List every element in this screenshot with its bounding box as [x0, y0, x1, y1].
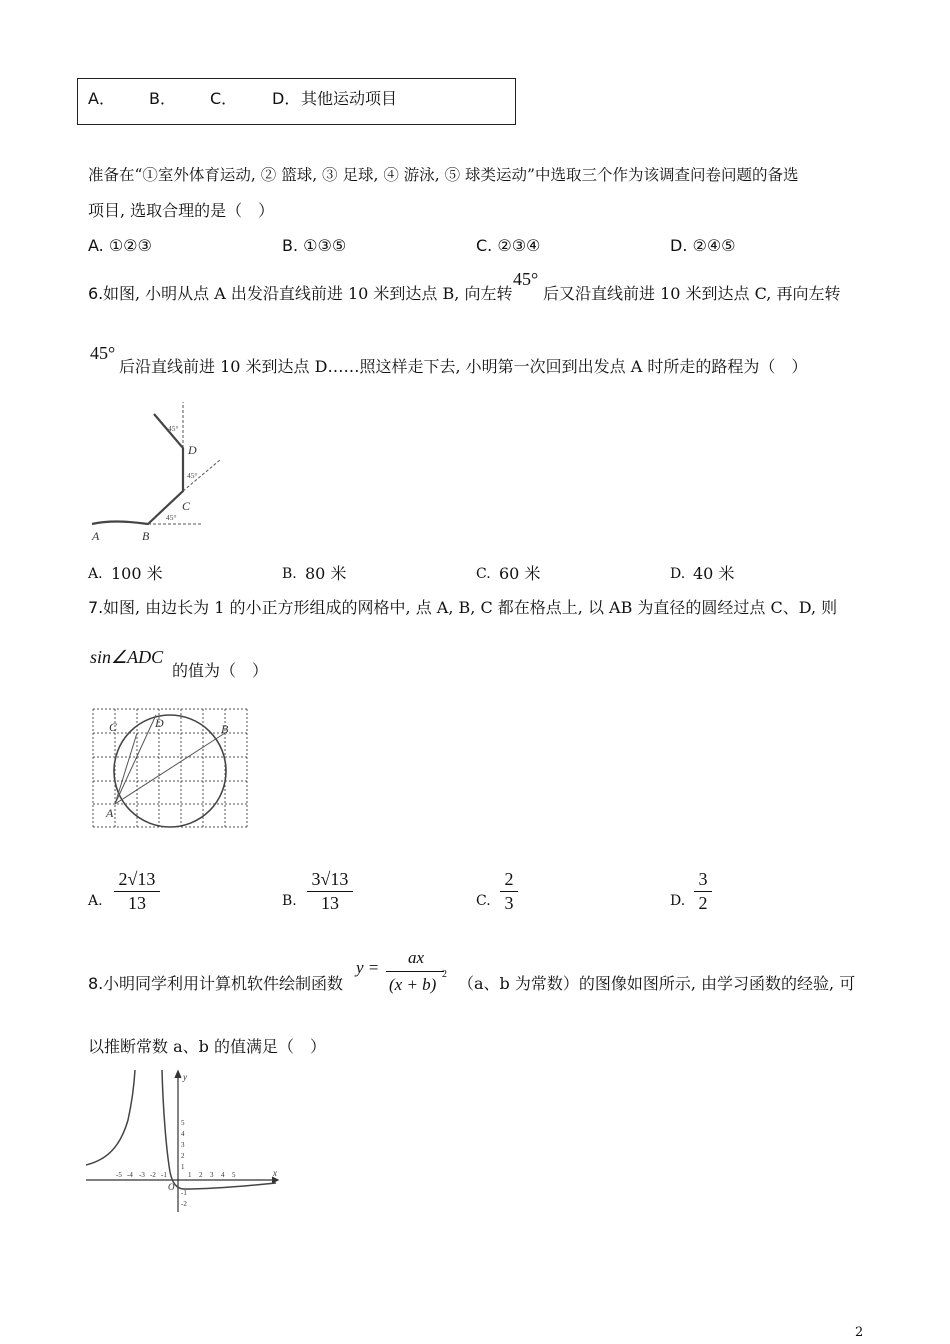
q8-formula-denominator: (x + b) — [389, 975, 437, 994]
q8-formula-lhs: y = — [356, 958, 380, 977]
q7-option-c-fraction — [500, 869, 518, 914]
x-tick-label: -1 — [161, 1171, 167, 1179]
q7-line1: 如图, 由边长为 1 的小正方形组成的网格中, 点 A, B, C 都在格点上, 以 AB 为直径的圆经过点 C、D, 则 — [103, 598, 838, 617]
q5-option-d: D. ②④⑤ — [670, 236, 736, 255]
q6-option-d-label: D. — [670, 566, 686, 582]
q7-number: 7. — [88, 598, 104, 617]
q6-option-b-label: B. — [282, 566, 297, 582]
circle-ab-diameter — [114, 715, 226, 827]
y-tick-label: 4 — [181, 1130, 185, 1138]
x-tick-label: -3 — [139, 1171, 145, 1179]
x-tick-label: 2 — [199, 1171, 203, 1179]
q8-formula-bar — [386, 971, 444, 972]
y-tick-label: 1 — [181, 1163, 185, 1171]
x-tick-labels — [116, 1171, 236, 1179]
q6-option-b-text: 80 米 — [305, 564, 347, 583]
q8-text-part2: （a、b 为常数）的图像如图所示, 由学习函数的经验, 可 — [458, 974, 856, 993]
q6-option-c-label: C. — [476, 566, 491, 582]
q6-option-d-text: 40 米 — [693, 564, 735, 583]
page-number: 2 — [855, 1325, 864, 1340]
q7-option-b-den: 13 — [321, 893, 339, 913]
y-tick-label: 5 — [181, 1119, 185, 1127]
x-tick-label: 4 — [221, 1171, 225, 1179]
q7-grid-figure — [88, 703, 253, 833]
q7-option-d-den: 2 — [698, 893, 708, 913]
q8-formula-exponent: 2 — [442, 969, 447, 980]
q7-option-b-label: B. — [282, 893, 297, 909]
y-tick-label: -1 — [181, 1189, 187, 1197]
origin-label: O — [168, 1182, 175, 1192]
q6-text-part1: 如图, 小明从点 A 出发沿直线前进 10 米到达点 B, 向左转 — [103, 284, 513, 303]
q8-number: 8. — [88, 974, 104, 993]
q7-option-c-den: 3 — [504, 893, 514, 913]
box-option-c: C． — [210, 89, 238, 108]
q8-text-part1: 小明同学利用计算机软件绘制函数 — [103, 974, 344, 993]
q8-formula-numerator: ax — [408, 948, 425, 967]
q7-option-a-num: 2√13 — [114, 869, 160, 892]
y-tick-labels — [181, 1119, 187, 1208]
q7-option-a-den: 13 — [128, 893, 146, 913]
q7-option-a-label: A. — [88, 893, 103, 909]
box-option-a: A． — [88, 89, 115, 108]
q5-option-a: A. ①②③ — [88, 236, 152, 255]
fig7-label-d: D — [155, 716, 164, 730]
q7-sin-adc: sin∠ADC — [90, 647, 164, 667]
x-tick-label: 5 — [232, 1171, 236, 1179]
y-tick-label: 3 — [181, 1141, 185, 1149]
fig6-label-d: D — [188, 443, 197, 457]
x-tick-label: -2 — [150, 1171, 156, 1179]
q7-option-d-label: D. — [670, 893, 686, 909]
q6-option-a-label: A. — [88, 566, 103, 582]
q6-option-c-text: 60 米 — [499, 564, 541, 583]
q8-line2: 以推断常数 a、b 的值满足（ ） — [88, 1037, 326, 1056]
q7-option-c-label: C. — [476, 893, 491, 909]
y-tick-label: 2 — [181, 1152, 185, 1160]
x-tick-label: 1 — [188, 1171, 192, 1179]
fig6-label-a: A — [92, 529, 100, 543]
q7-line2: 的值为（ ） — [172, 661, 269, 680]
fig7-label-a: A — [106, 806, 114, 820]
q6-option-a-text: 100 米 — [111, 564, 163, 583]
fig6-label-b: B — [142, 529, 150, 543]
q7-option-b-num: 3√13 — [307, 869, 353, 892]
q6-path-figure — [86, 398, 231, 548]
q5-option-c: C. ②③④ — [476, 236, 541, 255]
y-tick-label: -2 — [181, 1200, 187, 1208]
q5-option-b: B. ①③⑤ — [282, 236, 347, 255]
q7-option-d-num: 3 — [694, 869, 712, 892]
x-axis-label: x — [273, 1168, 277, 1178]
q6-angle-45-second: 45° — [90, 343, 116, 363]
q7-option-a-fraction — [114, 869, 160, 914]
q7-option-d-fraction — [694, 869, 712, 914]
x-tick-label: 3 — [210, 1171, 214, 1179]
fig6-label-c: C — [182, 499, 191, 513]
fig7-label-b: B — [221, 722, 229, 736]
box-option-d-text: 其他运动项目 — [301, 89, 398, 108]
q7-option-b-fraction — [307, 869, 353, 914]
q5-line1: 准备在“①室外体育运动, ② 篮球, ③ 足球, ④ 游泳, ⑤ 球类运动”中选取三个作为该调查问卷问题的备选 — [88, 166, 799, 184]
x-tick-label: -5 — [116, 1171, 122, 1179]
q5-line2: 项目, 选取合理的是（ ） — [88, 201, 275, 220]
fig6-angle-b: 45° — [166, 513, 177, 522]
q8-function-graph — [86, 1068, 282, 1214]
chord-lines — [115, 715, 225, 804]
box-option-b: B． — [149, 89, 176, 108]
q7-option-c-num: 2 — [500, 869, 518, 892]
fig7-label-c: C — [109, 720, 118, 734]
y-axis-label: y — [183, 1072, 187, 1082]
fig6-angle-d: 45° — [168, 424, 179, 433]
q6-angle-45: 45° — [513, 269, 539, 289]
q6-text-part2: 后又沿直线前进 10 米到达点 C, 再向左转 — [543, 284, 841, 303]
x-tick-label: -4 — [127, 1171, 133, 1179]
fig6-angle-c: 45° — [187, 471, 198, 480]
q6-text-part3: 后沿直线前进 10 米到达点 D……照这样走下去, 小明第一次回到出发点 A 时所走的路程为（ ） — [119, 357, 808, 376]
q6-number: 6. — [88, 284, 104, 303]
box-option-d: D． — [272, 89, 301, 108]
